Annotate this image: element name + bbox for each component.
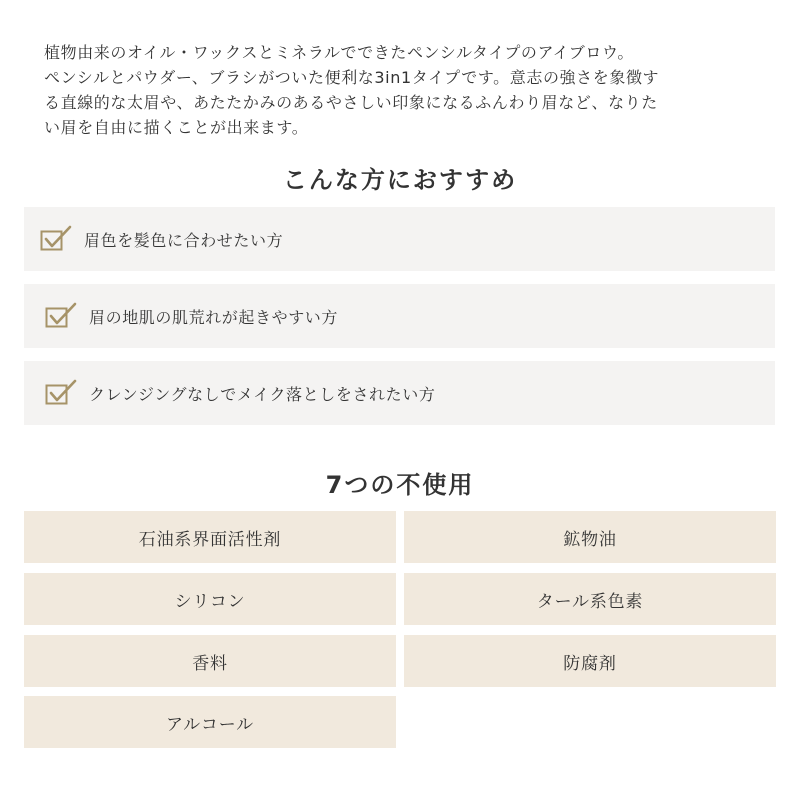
checkbox-check-icon (45, 302, 77, 330)
recommend-item-label: 眉色を髪色に合わせたい方 (84, 230, 284, 250)
intro-paragraph (44, 40, 764, 140)
intro-line: い眉を自由に描くことが出来ます。 (44, 118, 309, 137)
free-from-title: 7つの不使用 (325, 471, 475, 499)
recommend-item (24, 207, 775, 271)
recommend-item-label: 眉の地肌の肌荒れが起きやすい方 (89, 307, 339, 327)
free-from-item: アルコール (24, 696, 396, 748)
checkbox-check-icon (40, 225, 72, 253)
free-from-item: 防腐剤 (404, 635, 776, 687)
recommend-item (24, 284, 775, 348)
recommend-item-label: クレンジングなしでメイク落としをされたい方 (89, 384, 436, 404)
intro-line: 植物由来のオイル・ワックスとミネラルでできたペンシルタイプのアイブロウ。 (44, 43, 634, 62)
recommend-title: こんな方におすすめ (282, 166, 518, 194)
checkbox-check-icon (45, 379, 77, 407)
free-from-item: タール系色素 (404, 573, 776, 625)
free-from-item: 石油系界面活性剤 (24, 511, 396, 563)
intro-line: ペンシルとパウダー、ブラシがついた便利な3in1タイプです。意志の強さを象徴す (44, 68, 660, 87)
free-from-item: 香料 (24, 635, 396, 687)
free-from-item: 鉱物油 (404, 511, 776, 563)
recommend-item (24, 361, 775, 425)
intro-line: る直線的な太眉や、あたたかみのあるやさしい印象になるふんわり眉など、なりた (44, 93, 658, 112)
free-from-item: シリコン (24, 573, 396, 625)
